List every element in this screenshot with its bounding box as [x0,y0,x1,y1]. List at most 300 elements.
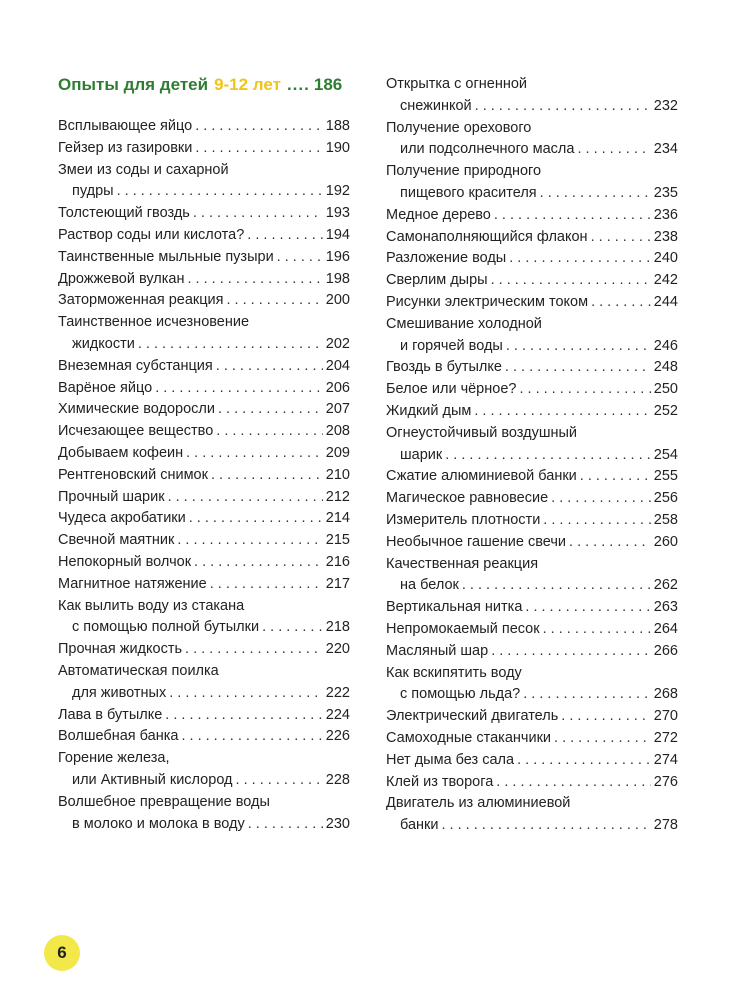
toc-entry-title: Химические водоросли [58,401,215,418]
toc-entry[interactable] [386,597,678,619]
toc-entry-title: Электрический двигатель [386,708,559,725]
toc-entry-line [58,138,350,160]
toc-leader-dots [496,772,651,794]
toc-entry[interactable] [386,379,678,401]
toc-entry-page: 235 [653,184,678,201]
toc-entry-page: 222 [325,684,350,701]
toc-entry[interactable] [58,116,350,138]
toc-leader-dots [169,683,323,705]
toc-entry-line [58,574,350,596]
toc-entry-line [386,706,678,728]
toc-list-right [386,74,678,837]
toc-entry-line [58,399,350,421]
toc-entry-title: Необычное гашение свечи [386,533,567,550]
toc-entry-line [58,378,350,400]
toc-entry-line [386,663,678,685]
section-page: 186 [313,75,343,94]
toc-entry-line [386,488,678,510]
toc-leader-dots [561,706,651,728]
toc-entry[interactable] [58,574,350,596]
toc-entry-page: 206 [325,379,350,396]
toc-entry-page: 216 [325,553,350,570]
toc-entry[interactable] [386,554,678,598]
toc-entry-title: Рентгеновский снимок [58,466,208,483]
toc-entry[interactable] [386,74,678,118]
toc-entry-title: Смешивание холодной [386,315,542,332]
toc-entry-line [386,466,678,488]
toc-entry-title: Непромокаемый песок [386,620,540,637]
toc-entry[interactable] [58,465,350,487]
toc-entry-line [58,814,350,836]
toc-entry[interactable] [386,510,678,532]
toc-entry-page: 215 [325,532,350,549]
toc-entry[interactable] [386,488,678,510]
toc-entry-page: 210 [325,466,350,483]
toc-entry-page: 274 [653,751,678,768]
toc-entry-line [58,726,350,748]
toc-entry-title: с помощью льда? [400,686,521,703]
toc-leader-dots [554,728,651,750]
toc-entry-title: Нет дыма без сала [386,751,515,768]
toc-entry-page: 263 [653,599,678,616]
toc-entry[interactable] [58,552,350,574]
toc-entry[interactable] [58,356,350,378]
toc-entry-page: 278 [653,817,678,834]
toc-entry-line [386,532,678,554]
toc-entry[interactable] [58,247,350,269]
toc-entry-title: или подсолнечного масла [400,141,575,158]
toc-entry-line [58,530,350,552]
toc-entry[interactable] [58,269,350,291]
toc-leader-dots [445,445,651,467]
toc-leader-dots [591,227,651,249]
toc-entry-line [58,508,350,530]
toc-entry-title: Автоматическая поилка [58,662,219,679]
toc-entry-title: Раствор соды или кислота? [58,226,245,243]
toc-leader-dots [509,248,651,270]
toc-entry-line [386,445,678,467]
toc-entry-title: Самоходные стаканчики [386,729,552,746]
toc-entry-page: 254 [653,446,678,463]
toc-entry-page: 242 [653,272,678,289]
toc-entry[interactable] [58,530,350,552]
toc-entry-line [58,312,350,334]
toc-entry-line [58,356,350,378]
toc-entry[interactable] [386,401,678,423]
toc-leader-dots [210,574,323,596]
toc-entry-line [386,597,678,619]
toc-leader-dots [462,575,651,597]
toc-entry-title: Свечной маятник [58,532,175,549]
toc-entry-title: Получение природного [386,163,542,180]
toc-entry[interactable] [58,399,350,421]
toc-entry[interactable] [58,290,350,312]
toc-entry-title: с помощью полной бутылки [72,619,260,636]
toc-entry-title: Волшебная банка [58,728,179,745]
toc-entry-line [58,160,350,182]
toc-entry-line [58,290,350,312]
toc-entry[interactable] [58,225,350,247]
toc-entry-page: 193 [325,205,350,222]
toc-entry-line [386,357,678,379]
toc-entry-page: 220 [325,641,350,658]
toc-entry-title: Всплывающее яйцо [58,118,193,134]
toc-entry-page: 224 [325,706,350,723]
toc-entry-line [386,684,678,706]
toc-leader-dots [540,183,651,205]
section-age: 9-12 лет [214,75,281,94]
toc-leader-dots [138,334,323,356]
toc-leader-dots [248,814,323,836]
toc-entry-title: Как вылить воду из стакана [58,597,245,614]
toc-entry-title: жидкости [72,335,135,352]
toc-entry[interactable] [386,750,678,772]
toc-entry-line [58,487,350,509]
toc-entry-line [386,575,678,597]
toc-entry[interactable] [58,792,350,836]
toc-entry-page: 234 [653,141,678,158]
toc-entry-title: Измеритель плотности [386,511,541,528]
toc-entry-line [386,227,678,249]
toc-entry[interactable] [386,205,678,227]
toc-entry-title: Клей из творога [386,773,494,790]
toc-leader-dots [185,639,323,661]
toc-entry-page: 260 [653,533,678,550]
toc-entry-page: 226 [325,728,350,745]
toc-entry-line [386,793,678,815]
toc-leader-dots [181,726,322,748]
toc-entry-line [58,421,350,443]
toc-entry[interactable] [386,466,678,488]
toc-entry[interactable] [58,596,350,640]
toc-entry-title: Толстеющий гвоздь [58,205,190,222]
section-heading [58,72,350,98]
toc-entry[interactable] [58,487,350,509]
toc-entry[interactable] [386,292,678,314]
toc-entry-page: 240 [653,250,678,267]
toc-leader-dots [442,815,651,837]
toc-entry-page: 255 [653,468,678,485]
toc-entry-title: Сверлим дыры [386,272,488,289]
toc-leader-dots [227,290,323,312]
toc-leader-dots [194,552,323,574]
toc-entry-line [58,617,350,639]
section-dots: .... [286,75,310,94]
toc-entry-line [386,248,678,270]
page-number: 6 [57,943,67,962]
toc-entry-title: Внеземная субстанция [58,357,213,374]
toc-leader-dots [491,270,651,292]
toc-entry[interactable] [386,227,678,249]
toc-right-column [386,74,678,837]
toc-entry-line [386,554,678,576]
toc-entry-line [386,161,678,183]
toc-leader-dots [236,770,323,792]
toc-entry-line [386,772,678,794]
toc-entry[interactable] [386,706,678,728]
toc-entry-line [386,74,678,96]
toc-entry-page: 272 [653,729,678,746]
toc-leader-dots [577,139,650,161]
toc-leader-dots [543,619,651,641]
toc-entry-page: 268 [653,686,678,703]
toc-entry-line [58,225,350,247]
toc-left-column [58,72,350,835]
section-title: Опыты для детей [58,75,209,94]
toc-entry-title: Гейзер из газировки [58,139,193,156]
toc-entry-line [386,728,678,750]
toc-entry-title: Гвоздь в бутылке [386,359,502,376]
toc-entry-line [58,552,350,574]
toc-leader-dots [216,421,323,443]
toc-entry-title: Добываем кофеин [58,444,184,461]
toc-leader-dots [506,336,651,358]
toc-entry-line [58,748,350,770]
toc-entry[interactable] [386,270,678,292]
toc-entry-page: 190 [325,139,350,156]
toc-entry-title: шарик [400,446,443,463]
toc-entry-line [386,815,678,837]
toc-entry[interactable] [58,705,350,727]
toc-leader-dots [517,750,651,772]
toc-entry-page: 266 [653,642,678,659]
toc-entry-page: 214 [325,510,350,527]
toc-entry-line [58,661,350,683]
toc-entry-page: 208 [325,423,350,440]
toc-leader-dots [491,641,651,663]
toc-entry-title: Как вскипятить воду [386,664,522,681]
toc-entry-page: 230 [325,815,350,832]
toc-entry-line [58,116,350,138]
toc-entry[interactable] [386,641,678,663]
toc-leader-dots [494,205,651,227]
toc-entry-page: 258 [653,511,678,528]
toc-entry-title: Двигатель из алюминиевой [386,795,571,812]
toc-entry-page: 218 [325,619,350,636]
toc-leader-dots [195,116,323,138]
toc-leader-dots [211,465,323,487]
toc-entry-line [386,401,678,423]
toc-entry-title: Лава в бутылке [58,706,163,723]
toc-entry-line [386,510,678,532]
toc-entry-title: Рисунки электрическим током [386,293,589,310]
toc-entry-page: 198 [325,270,350,287]
toc-entry-page: 238 [653,228,678,245]
toc-entry[interactable] [58,661,350,705]
toc-entry-line [58,181,350,203]
toc-leader-dots [195,138,322,160]
toc-leader-dots [186,443,323,465]
toc-entry-line [58,683,350,705]
toc-entry-page: 192 [325,183,350,200]
toc-entry-page: 232 [653,97,678,114]
toc-entry-title: Масляный шар [386,642,489,659]
toc-entry-line [386,183,678,205]
toc-entry-title: или Активный кислород [72,771,233,788]
toc-entry-line [386,314,678,336]
toc-entry[interactable] [386,532,678,554]
toc-entry-page: 217 [325,575,350,592]
toc-entry[interactable] [386,248,678,270]
toc-entry-title: на белок [400,577,459,594]
toc-leader-dots [189,508,323,530]
toc-entry-line [386,641,678,663]
toc-entry-line [58,770,350,792]
toc-entry-line [386,336,678,358]
page-number-badge [44,935,80,971]
toc-entry-page: 250 [653,381,678,398]
toc-leader-dots [580,466,651,488]
toc-entry-title: Открытка с огненной [386,76,528,92]
toc-entry-title: Магическое равновесие [386,490,549,507]
toc-entry-page: 256 [653,490,678,507]
toc-leader-dots [188,269,323,291]
toc-entry-title: Змеи из соды и сахарной [58,161,229,178]
toc-entry-page: 236 [653,206,678,223]
toc-leader-dots [117,181,323,203]
toc-entry-page: 228 [325,771,350,788]
toc-leader-dots [168,487,323,509]
toc-entry-title: Качественная реакция [386,555,539,572]
toc-entry-title: в молоко и молока в воду [72,815,245,832]
toc-entry-line [58,334,350,356]
toc-entry-page: 262 [653,577,678,594]
toc-entry-title: Прочный шарик [58,488,165,505]
toc-entry-title: Горение железа, [58,750,170,767]
toc-entry-page: 196 [325,248,350,265]
toc-leader-dots [505,357,651,379]
toc-entry-title: Прочная жидкость [58,641,183,658]
toc-leader-dots [523,684,651,706]
toc-entry-page: 200 [325,292,350,309]
toc-entry[interactable] [386,118,678,162]
toc-entry-title: пудры [72,183,114,200]
toc-entry-line [58,443,350,465]
toc-leader-dots [165,705,323,727]
toc-entry-line [58,596,350,618]
toc-entry[interactable] [58,639,350,661]
toc-entry-title: Варёное яйцо [58,379,153,396]
toc-entry-page: 246 [653,337,678,354]
toc-entry-line [58,465,350,487]
toc-entry-page: 194 [325,226,350,243]
toc-entry-line [386,619,678,641]
toc-entry-page: 202 [325,335,350,352]
toc-entry-line [58,203,350,225]
toc-entry-title: Вертикальная нитка [386,599,523,616]
toc-leader-dots [193,203,323,225]
toc-entry-title: Самонаполняющийся флакон [386,228,588,245]
toc-entry-page: 212 [325,488,350,505]
toc-leader-dots [262,617,323,639]
toc-entry-title: Белое или чёрное? [386,381,517,398]
toc-entry[interactable] [58,748,350,792]
toc-entry-line [58,705,350,727]
toc-entry-line [386,270,678,292]
toc-entry-title: Медное дерево [386,206,491,223]
toc-entry-title: и горячей воды [400,337,503,354]
toc-entry-title: Огнеустойчивый воздушный [386,424,578,441]
toc-entry-title: Непокорный волчок [58,553,192,570]
toc-entry-title: Магнитное натяжение [58,575,207,592]
toc-entry-title: Чудеса акробатики [58,510,186,527]
toc-entry[interactable] [58,138,350,160]
toc-entry[interactable] [58,508,350,530]
toc-entry-page: 248 [653,359,678,376]
toc-entry-page: 188 [325,118,350,134]
toc-entry[interactable] [58,203,350,225]
toc-entry-page: 204 [325,357,350,374]
toc-leader-dots [551,488,651,510]
toc-leader-dots [475,96,651,118]
toc-entry-page: 276 [653,773,678,790]
toc-leader-dots [247,225,323,247]
toc-leader-dots [155,378,323,400]
toc-entry[interactable] [386,728,678,750]
toc-entry-page: 252 [653,402,678,419]
toc-entry-title: для животных [72,684,167,701]
toc-entry[interactable] [386,357,678,379]
toc-entry-title: Получение орехового [386,119,532,136]
toc-entry-page: 264 [653,620,678,637]
toc-entry-title: Дрожжевой вулкан [58,270,185,287]
toc-leader-dots [525,597,650,619]
toc-entry[interactable] [386,423,678,467]
toc-entry[interactable] [58,312,350,356]
toc-entry[interactable] [386,161,678,205]
toc-entry-page: 244 [653,293,678,310]
toc-leader-dots [177,530,322,552]
toc-leader-dots [519,379,650,401]
toc-entry[interactable] [386,663,678,707]
toc-entry-title: Исчезающее вещество [58,423,214,440]
toc-entry[interactable] [386,619,678,641]
toc-entry[interactable] [58,726,350,748]
toc-entry[interactable] [386,793,678,837]
toc-entry-line [386,118,678,140]
toc-leader-dots [591,292,651,314]
toc-entry-line [386,423,678,445]
toc-entry-line [386,139,678,161]
toc-entry-title: пищевого красителя [400,184,537,201]
toc-entry-page: 207 [325,401,350,418]
toc-entry-title: банки [400,817,439,834]
toc-entry-line [386,750,678,772]
toc-entry-title: Таинственное исчезновение [58,314,250,331]
toc-entry-title: Сжатие алюминиевой банки [386,468,577,485]
toc-entry-page: 209 [325,444,350,461]
toc-entry[interactable] [386,772,678,794]
toc-entry-title: Волшебное превращение воды [58,793,270,810]
toc-entry-title: снежинкой [400,97,472,114]
toc-entry[interactable] [58,421,350,443]
toc-leader-dots [277,247,323,269]
toc-entry-title: Таинственные мыльные пузыри [58,248,274,265]
toc-entry-line [386,379,678,401]
toc-entry-title: Заторможенная реакция [58,292,224,309]
toc-entry-line [58,792,350,814]
toc-entry-title: Жидкий дым [386,402,472,419]
toc-entry[interactable] [58,160,350,204]
toc-entry[interactable] [58,378,350,400]
toc-entry-line [58,269,350,291]
toc-entry-title: Разложение воды [386,250,507,267]
toc-entry[interactable] [58,443,350,465]
toc-entry[interactable] [386,314,678,358]
toc-leader-dots [569,532,651,554]
toc-leader-dots [218,399,323,421]
toc-leader-dots [474,401,650,423]
